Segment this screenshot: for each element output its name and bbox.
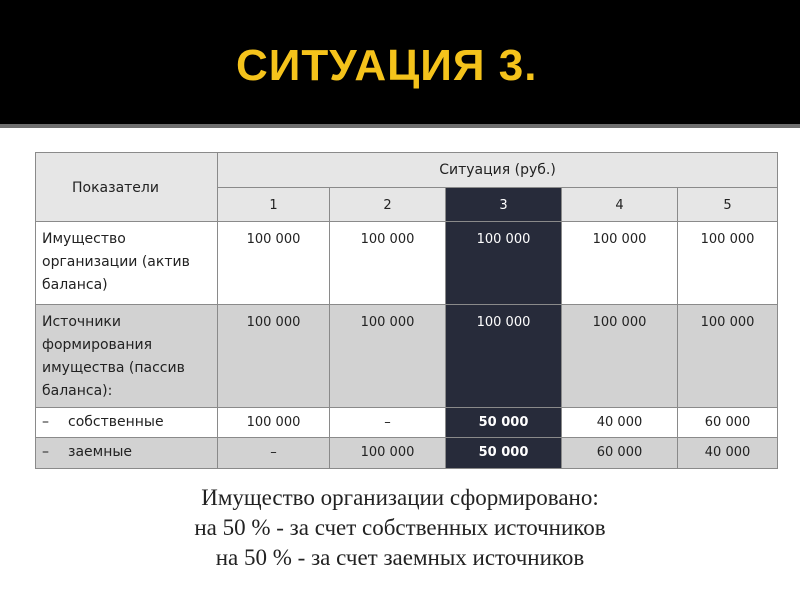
table-cell: 100 000: [446, 305, 562, 408]
page-title: СИТУАЦИЯ 3.: [236, 41, 538, 90]
caption-line: Имущество организации сформировано:: [201, 485, 599, 510]
table-cell: 100 000: [562, 222, 678, 305]
table-cell: 100 000: [218, 222, 330, 305]
column-header-2: 2: [330, 188, 446, 222]
table-cell: –: [218, 438, 330, 469]
row-label: заемные: [68, 444, 133, 460]
column-header-3: 3: [446, 188, 562, 222]
column-header-1: 1: [218, 188, 330, 222]
table-cell: 100 000: [218, 408, 330, 438]
row-label-cell: [36, 438, 218, 469]
table-row: [36, 408, 778, 438]
row-label: Имущество организации (актив баланса): [36, 222, 218, 305]
title-bar: [0, 0, 800, 128]
table-cell: 100 000: [678, 305, 778, 408]
table-cell: –: [330, 408, 446, 438]
dash-marker: –: [42, 444, 49, 460]
column-header-4: 4: [562, 188, 678, 222]
table-cell: 100 000: [678, 222, 778, 305]
table-cell: 60 000: [678, 408, 778, 438]
row-label-cell: [36, 408, 218, 438]
table-cell: 40 000: [562, 408, 678, 438]
table-cell: 100 000: [330, 222, 446, 305]
table-row: [36, 222, 778, 305]
table-cell: 100 000: [562, 305, 678, 408]
table-cell: 60 000: [562, 438, 678, 469]
header-situation: Ситуация (руб.): [218, 153, 778, 188]
table-cell: 40 000: [678, 438, 778, 469]
row-label: собственные: [68, 414, 164, 430]
table-row: [36, 438, 778, 469]
table-cell: 50 000: [446, 408, 562, 438]
table-cell: 50 000: [446, 438, 562, 469]
caption-line: на 50 % - за счет заемных источников: [215, 545, 585, 570]
column-header-5: 5: [678, 188, 778, 222]
header-indicators: Показатели: [36, 153, 218, 222]
table-row: [36, 305, 778, 408]
table-cell: 100 000: [330, 438, 446, 469]
row-label: Источники формирования имущества (пассив баланса):: [36, 305, 218, 408]
dash-marker: –: [42, 414, 49, 430]
table-cell: 100 000: [218, 305, 330, 408]
table-cell: 100 000: [330, 305, 446, 408]
situation-table: [35, 152, 778, 469]
table-cell: 100 000: [446, 222, 562, 305]
caption-line: на 50 % - за счет собственных источников: [194, 515, 606, 540]
